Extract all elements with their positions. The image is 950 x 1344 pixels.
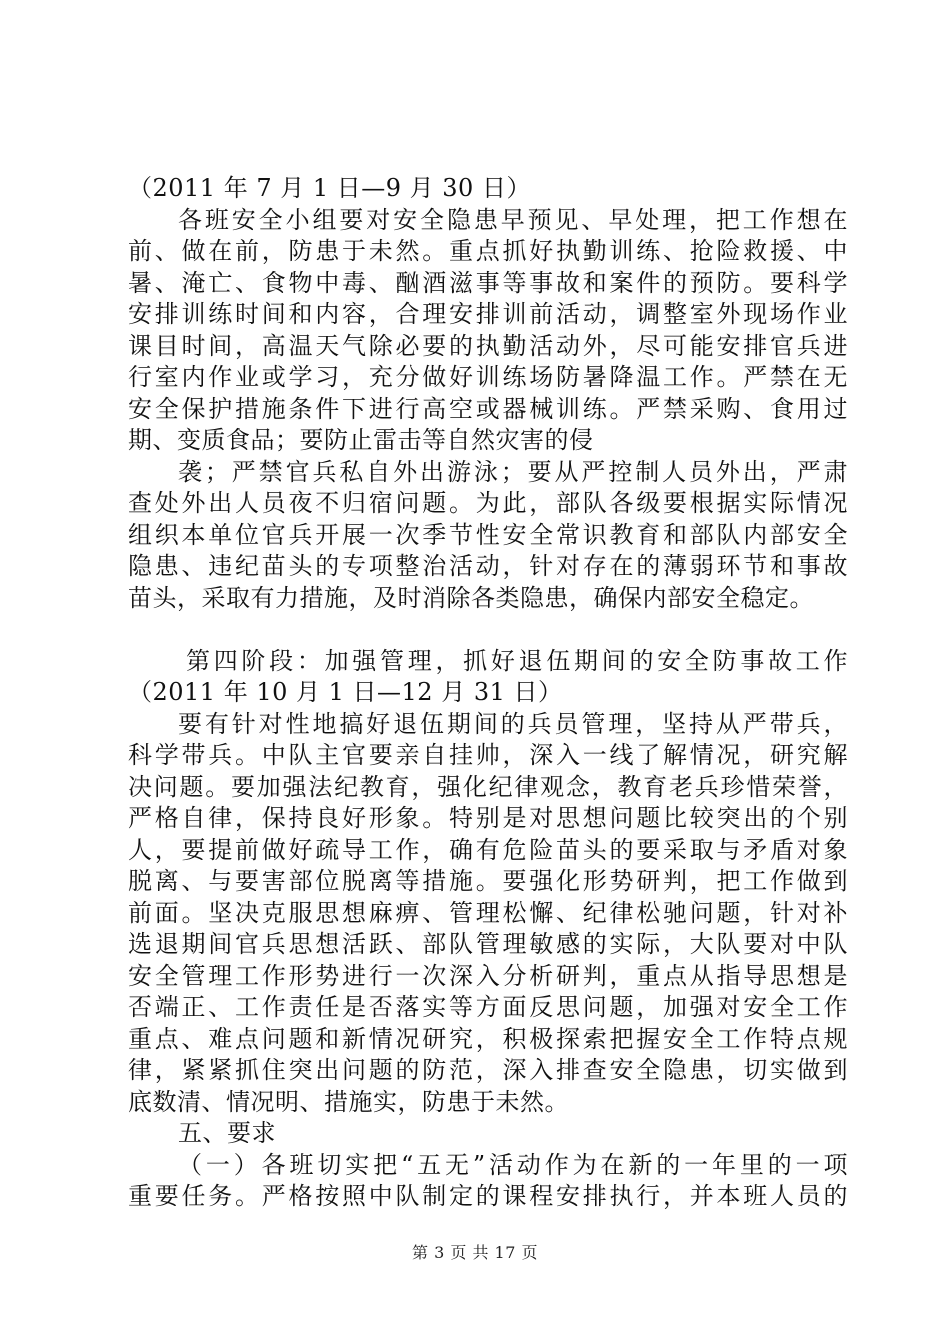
document-body [128,173,848,1213]
section-heading: 五、要求 [178,1119,276,1147]
paragraph-line: 重点、难点问题和新情况研究，积极探索把握安全工作特点规 [128,1024,848,1053]
paragraph-line: 各班安全小组要对安全隐患早预见、早处理，把工作想在 [178,205,848,234]
paragraph-line: 期、变质食品；要防止雷击等自然灾害的侵 [128,426,594,454]
paragraph-gap [128,614,848,646]
paragraph-line: （一）各班切实把“五无”活动作为在新的一年里的一项 [178,1150,848,1179]
paragraph-line: 安全管理工作形势进行一次深入分析研判，重点从指导思想是 [128,961,848,990]
paragraph-line: 严格自律，保持良好形象。特别是对思想问题比较突出的个别 [128,804,848,832]
paragraph-line: 安排训练时间和内容，合理安排训前活动，调整室外现场作业 [128,300,848,328]
stage-heading: 第四阶段：加强管理，抓好退伍期间的安全防事故工作 [186,646,848,675]
paragraph-line: 安全保护措施条件下进行高空或器械训练。严禁采购、食用过 [128,394,848,423]
paragraph-line: 要有针对性地搞好退伍期间的兵员管理，坚持从严带兵， [178,709,848,738]
paragraph-line: 脱离、与要害部位脱离等措施。要强化形势研判，把工作做到 [128,867,848,895]
paragraph-line: 苗头，采取有力措施，及时消除各类隐患，确保内部安全稳定。 [128,583,814,612]
paragraph-line: 重要任务。严格按照中队制定的课程安排执行，并本班人员的 [128,1182,848,1210]
paragraph-line: 隐患、违纪苗头的专项整治活动，针对存在的薄弱环节和事故 [128,552,848,580]
paragraph-line: 科学带兵。中队主官要亲自挂帅，深入一线了解情况，研究解 [128,741,848,769]
paragraph-line: 袭；严禁官兵私自外出游泳；要从严控制人员外出，严肃 [178,457,848,486]
paragraph-line: 选退期间官兵思想活跃、部队管理敏感的实际，大队要对中队 [128,930,848,958]
paragraph-line: 决问题。要加强法纪教育，强化纪律观念，教育老兵珍惜荣誉， [128,772,848,801]
date-range-line: （2011 年 10 月 1 日—12 月 31 日） [128,678,563,706]
date-range-line: （2011 年 7 月 1 日—9 月 30 日） [128,174,531,202]
paragraph-line: 底数清、情况明、措施实，防患于未然。 [128,1087,569,1116]
paragraph-line: 否端正、工作责任是否落实等方面反思问题，加强对安全工作 [128,993,848,1021]
paragraph-line: 人，要提前做好疏导工作，确有危险苗头的要采取与矛盾对象 [128,835,848,864]
paragraph-line: 前、做在前，防患于未然。重点抓好执勤训练、抢险救援、中 [128,237,848,265]
paragraph-line: 组织本单位官兵开展一次季节性安全常识教育和部队内部安全 [128,520,848,549]
paragraph-line: 前面。坚决克服思想麻痹、管理松懈、纪律松驰问题，针对补 [128,898,848,927]
paragraph-line: 行室内作业或学习，充分做好训练场防暑降温工作。严禁在无 [128,363,848,391]
paragraph-line: 查处外出人员夜不归宿问题。为此，部队各级要根据实际情况 [128,489,848,517]
paragraph-line: 课目时间，高温天气除必要的执勤活动外，尽可能安排官兵进 [128,331,848,360]
page-number-footer: 第 3 页 共 17 页 [412,1243,538,1262]
paragraph-line: 律，紧紧抓住突出问题的防范，深入排查安全隐患，切实做到 [128,1056,848,1084]
paragraph-line: 暑、淹亡、食物中毒、酗酒滋事等事故和案件的预防。要科学 [128,268,848,297]
